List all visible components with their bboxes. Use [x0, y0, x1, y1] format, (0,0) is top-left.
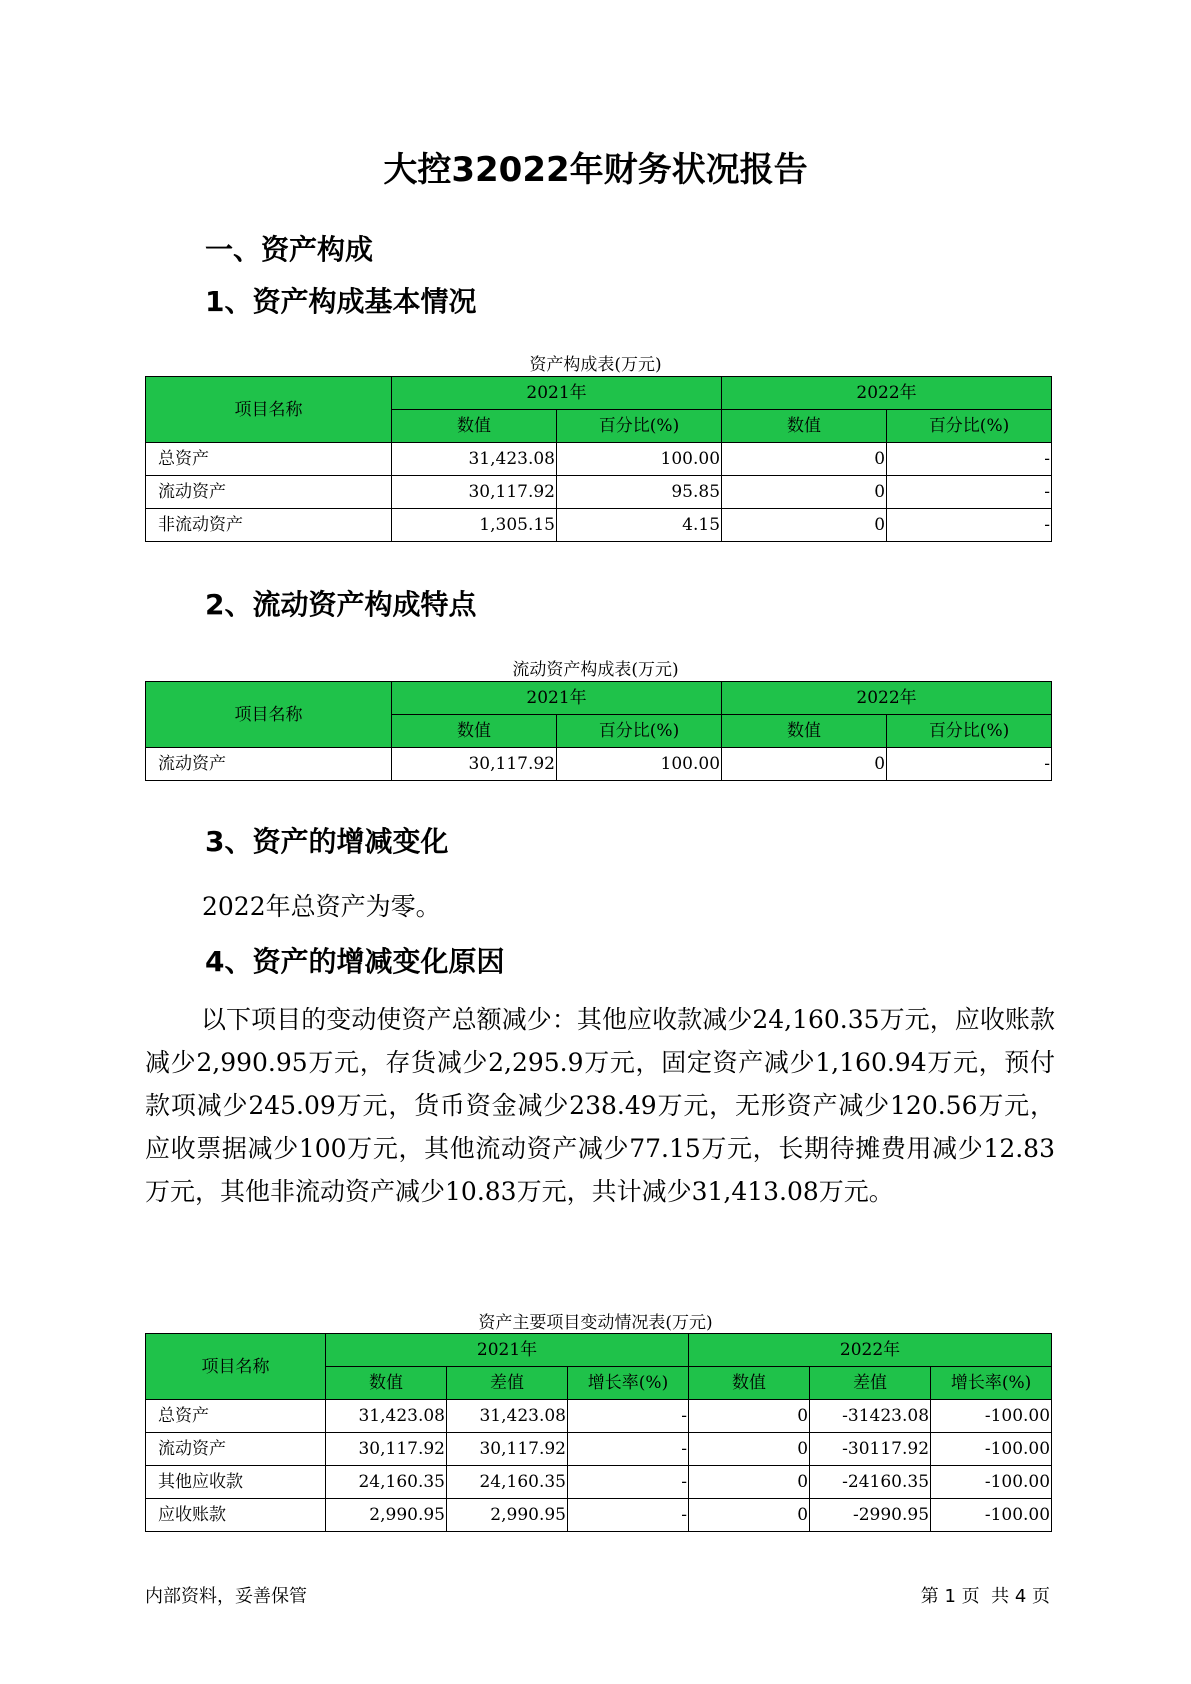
- cell-pct-2021: 95.85: [557, 476, 722, 509]
- cell-diff-2022: -24160.35: [810, 1466, 931, 1499]
- header-item-name: 项目名称: [146, 377, 392, 443]
- header-pct-2022: 百分比(%): [887, 715, 1052, 748]
- header-pct-2021: 百分比(%): [557, 410, 722, 443]
- header-item-name: 项目名称: [146, 682, 392, 748]
- header-pct-2021: 百分比(%): [557, 715, 722, 748]
- change-reasons-paragraph: 以下项目的变动使资产总额减少：其他应收款减少24,160.35万元，应收账款减少2,990.95万元，存货减少2,295.9万元，固定资产减少1,160.94万元，预付款项减少245.09万元，货币资金减少238.49万元，无形资产减少120.56万元，应收票据减少100万元，其他流动资产减少77.15万元，长期待摊费用减少12.83万元，其他非流动资产减少10.83万元，共计减少31,413.08万元。: [145, 1005, 1055, 1206]
- header-year-2022: 2022年: [722, 377, 1052, 410]
- table-row: [146, 476, 1052, 509]
- cell-value-2022: 0: [722, 509, 887, 542]
- header-value-2021: 数值: [392, 410, 557, 443]
- row-label: 其他应收款: [146, 1466, 326, 1499]
- row-label: 流动资产: [146, 476, 392, 509]
- cell-value-2022: 0: [722, 476, 887, 509]
- cell-diff-2021: 2,990.95: [447, 1499, 568, 1532]
- cell-value-2022: 0: [689, 1466, 810, 1499]
- header-value-2022: 数值: [722, 410, 887, 443]
- row-label: 总资产: [146, 1400, 326, 1433]
- cell-pct-2022: -: [887, 476, 1052, 509]
- subsection-heading-basic: 1、资产构成基本情况: [205, 285, 477, 318]
- header-value-2022: 数值: [722, 715, 887, 748]
- header-year-2022: 2022年: [689, 1334, 1052, 1367]
- cell-value-2021: 1,305.15: [392, 509, 557, 542]
- header-year-2021: 2021年: [326, 1334, 689, 1367]
- cell-growth-2021: -: [568, 1400, 689, 1433]
- table-row: [146, 748, 1052, 781]
- table-caption-major-items: 资产主要项目变动情况表(万元): [478, 1313, 713, 1333]
- row-label: 流动资产: [146, 1433, 326, 1466]
- table-caption-asset-composition: 资产构成表(万元): [529, 355, 662, 375]
- footer-page-number: 第 1 页 共 4 页: [920, 1586, 1050, 1607]
- cell-growth-2021: -: [568, 1499, 689, 1532]
- cell-value-2022: 0: [689, 1433, 810, 1466]
- cell-diff-2021: 30,117.92: [447, 1433, 568, 1466]
- cell-pct-2022: -: [887, 509, 1052, 542]
- major-items-change-table: [145, 1333, 1052, 1532]
- header-diff-2021: 差值: [447, 1367, 568, 1400]
- cell-value-2021: 24,160.35: [326, 1466, 447, 1499]
- row-label: 总资产: [146, 443, 392, 476]
- row-label: 流动资产: [146, 748, 392, 781]
- cell-value-2021: 30,117.92: [326, 1433, 447, 1466]
- cell-growth-2022: -100.00: [931, 1466, 1052, 1499]
- header-growth-2021: 增长率(%): [568, 1367, 689, 1400]
- table-row: [146, 509, 1052, 542]
- cell-diff-2021: 24,160.35: [447, 1466, 568, 1499]
- subsection-heading-asset-change: 3、资产的增减变化: [205, 825, 449, 858]
- cell-value-2021: 30,117.92: [392, 748, 557, 781]
- header-value-2022: 数值: [689, 1367, 810, 1400]
- cell-pct-2021: 4.15: [557, 509, 722, 542]
- cell-value-2021: 2,990.95: [326, 1499, 447, 1532]
- cell-value-2021: 31,423.08: [392, 443, 557, 476]
- current-assets-table: [145, 681, 1052, 781]
- cell-pct-2021: 100.00: [557, 443, 722, 476]
- cell-value-2021: 30,117.92: [392, 476, 557, 509]
- table-row: [146, 1433, 1052, 1466]
- cell-diff-2022: -2990.95: [810, 1499, 931, 1532]
- row-label: 应收账款: [146, 1499, 326, 1532]
- cell-pct-2021: 100.00: [557, 748, 722, 781]
- header-item-name: 项目名称: [146, 1334, 326, 1400]
- cell-growth-2022: -100.00: [931, 1400, 1052, 1433]
- cell-diff-2021: 31,423.08: [447, 1400, 568, 1433]
- cell-diff-2022: -30117.92: [810, 1433, 931, 1466]
- cell-growth-2022: -100.00: [931, 1499, 1052, 1532]
- table-row: [146, 1499, 1052, 1532]
- cell-growth-2021: -: [568, 1433, 689, 1466]
- footer-confidential-note: 内部资料，妥善保管: [145, 1586, 307, 1607]
- cell-value-2022: 0: [722, 748, 887, 781]
- table-caption-current-assets: 流动资产构成表(万元): [512, 660, 679, 680]
- section-heading-asset-composition: 一、资产构成: [205, 233, 374, 266]
- cell-value-2021: 31,423.08: [326, 1400, 447, 1433]
- cell-growth-2022: -100.00: [931, 1433, 1052, 1466]
- header-year-2022: 2022年: [722, 682, 1052, 715]
- cell-pct-2022: -: [887, 748, 1052, 781]
- asset-change-text: 2022年总资产为零。: [202, 892, 441, 921]
- subsection-heading-current-assets: 2、流动资产构成特点: [205, 588, 477, 621]
- cell-pct-2022: -: [887, 443, 1052, 476]
- table-row: [146, 443, 1052, 476]
- cell-value-2022: 0: [689, 1499, 810, 1532]
- cell-value-2022: 0: [689, 1400, 810, 1433]
- subsection-heading-change-reasons: 4、资产的增减变化原因: [205, 945, 505, 978]
- header-year-2021: 2021年: [392, 377, 722, 410]
- cell-diff-2022: -31423.08: [810, 1400, 931, 1433]
- row-label: 非流动资产: [146, 509, 392, 542]
- header-year-2021: 2021年: [392, 682, 722, 715]
- table-row: [146, 1400, 1052, 1433]
- header-pct-2022: 百分比(%): [887, 410, 1052, 443]
- page-title: 大控32022年财务状况报告: [383, 150, 808, 190]
- asset-composition-table: [145, 376, 1052, 542]
- cell-value-2022: 0: [722, 443, 887, 476]
- table-row: [146, 1466, 1052, 1499]
- header-growth-2022: 增长率(%): [931, 1367, 1052, 1400]
- header-value-2021: 数值: [326, 1367, 447, 1400]
- cell-growth-2021: -: [568, 1466, 689, 1499]
- header-value-2021: 数值: [392, 715, 557, 748]
- header-diff-2022: 差值: [810, 1367, 931, 1400]
